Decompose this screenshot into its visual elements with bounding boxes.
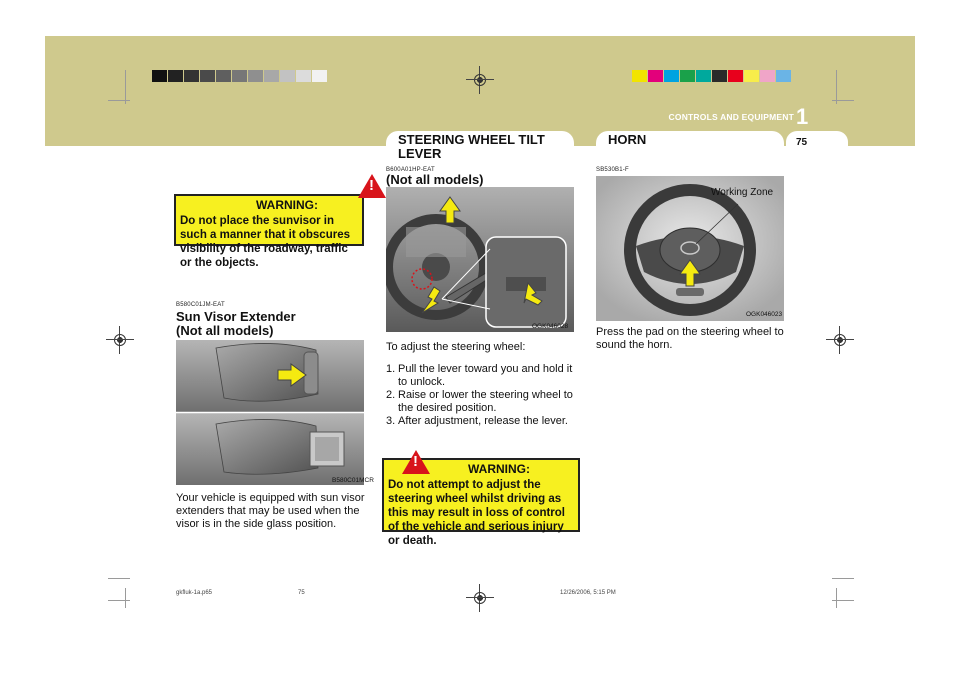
color-swatch (712, 70, 727, 82)
crop-mark (832, 578, 854, 579)
grey-color-bar (152, 70, 328, 82)
list-item: 1. Pull the lever toward you and hold it to unlock. (386, 363, 573, 388)
crop-mark (836, 70, 837, 104)
color-swatch (648, 70, 663, 82)
footer-page: 75 (298, 590, 305, 596)
chapter-number: 1 (796, 104, 809, 129)
cmyk-color-bar (632, 70, 792, 82)
header-band (45, 36, 915, 146)
working-zone-label: Working Zone (711, 187, 774, 198)
registration-mark-icon (472, 72, 488, 88)
section-label: CONTROLS AND EQUIPMENT (668, 112, 794, 122)
figure-code: OGK046028 (532, 323, 569, 330)
crop-mark (108, 578, 130, 579)
steering-tilt-header-tab (386, 131, 574, 167)
steering-tilt-title-line2: LEVER (398, 146, 442, 161)
crop-mark (832, 100, 854, 101)
color-swatch (728, 70, 743, 82)
horn-title: HORN (608, 132, 647, 147)
color-swatch (296, 70, 311, 82)
section-code: SB530B1-F (596, 167, 629, 173)
color-swatch (168, 70, 183, 82)
registration-mark-icon (472, 590, 488, 606)
warning-text: Do not place the sunvisor in such a manner that it obscures visibility of the roadway, traffic or the objects. (180, 215, 350, 269)
registration-mark-icon (112, 332, 128, 348)
color-swatch (664, 70, 679, 82)
warning-text: Do not attempt to adjust the steering wheel whilst driving as this may result in loss of control of the vehicle and serious injury or death. (388, 479, 566, 547)
footer-timestamp: 12/26/2006, 5:15 PM (560, 590, 616, 596)
list-item: 3. After adjustment, release the lever. (386, 415, 568, 427)
color-swatch (776, 70, 791, 82)
warning-triangle-icon: ! (402, 450, 430, 474)
color-swatch (696, 70, 711, 82)
color-swatch (184, 70, 199, 82)
tilt-steps-list (386, 363, 576, 428)
crop-mark (108, 600, 130, 601)
color-swatch (280, 70, 295, 82)
footer-file: gkfluk-1a.p65 (176, 590, 213, 596)
color-swatch (232, 70, 247, 82)
figure-code: B580C01MCR (332, 477, 374, 484)
color-swatch (216, 70, 231, 82)
crop-mark (125, 70, 126, 104)
sunvisor-warning-box (174, 177, 374, 269)
color-swatch (264, 70, 279, 82)
color-swatch (760, 70, 775, 82)
crop-mark (125, 588, 126, 608)
page-number: 75 (796, 137, 808, 148)
list-item: 2. Raise or lower the steering wheel to the desired position. (386, 389, 573, 414)
tilt-warning-box (382, 453, 580, 547)
steering-tilt-photo (386, 187, 574, 332)
registration-mark-icon (832, 332, 848, 348)
color-swatch (152, 70, 167, 82)
warning-title: WARNING: (256, 198, 318, 212)
crop-mark (836, 588, 837, 608)
color-swatch (632, 70, 647, 82)
tilt-heading: (Not all models) (386, 172, 484, 187)
warning-title: WARNING: (468, 462, 530, 476)
color-swatch (680, 70, 695, 82)
sun-visor-heading-sub: (Not all models) (176, 323, 274, 338)
steering-tilt-title-line1: STEERING WHEEL TILT (398, 132, 545, 147)
warning-triangle-icon: ! (358, 174, 386, 198)
horn-header-tab (596, 131, 784, 167)
color-swatch (744, 70, 759, 82)
sun-visor-body: Your vehicle is equipped with sun visor extenders that may be used when the visor is in the side glass position. (176, 492, 365, 530)
crop-mark (832, 600, 854, 601)
section-code: B600A01HP-EAT (386, 167, 435, 173)
sun-visor-heading: Sun Visor Extender (176, 309, 296, 324)
section-code: B580C01JM-EAT (176, 302, 225, 308)
tilt-intro: To adjust the steering wheel: (386, 341, 526, 353)
figure-code: OGK046023 (746, 311, 783, 318)
crop-mark (108, 100, 130, 101)
color-swatch (248, 70, 263, 82)
color-swatch (312, 70, 327, 82)
sun-visor-photo (176, 340, 364, 485)
horn-body: Press the pad on the steering wheel to sound the horn. (596, 326, 784, 351)
color-swatch (200, 70, 215, 82)
